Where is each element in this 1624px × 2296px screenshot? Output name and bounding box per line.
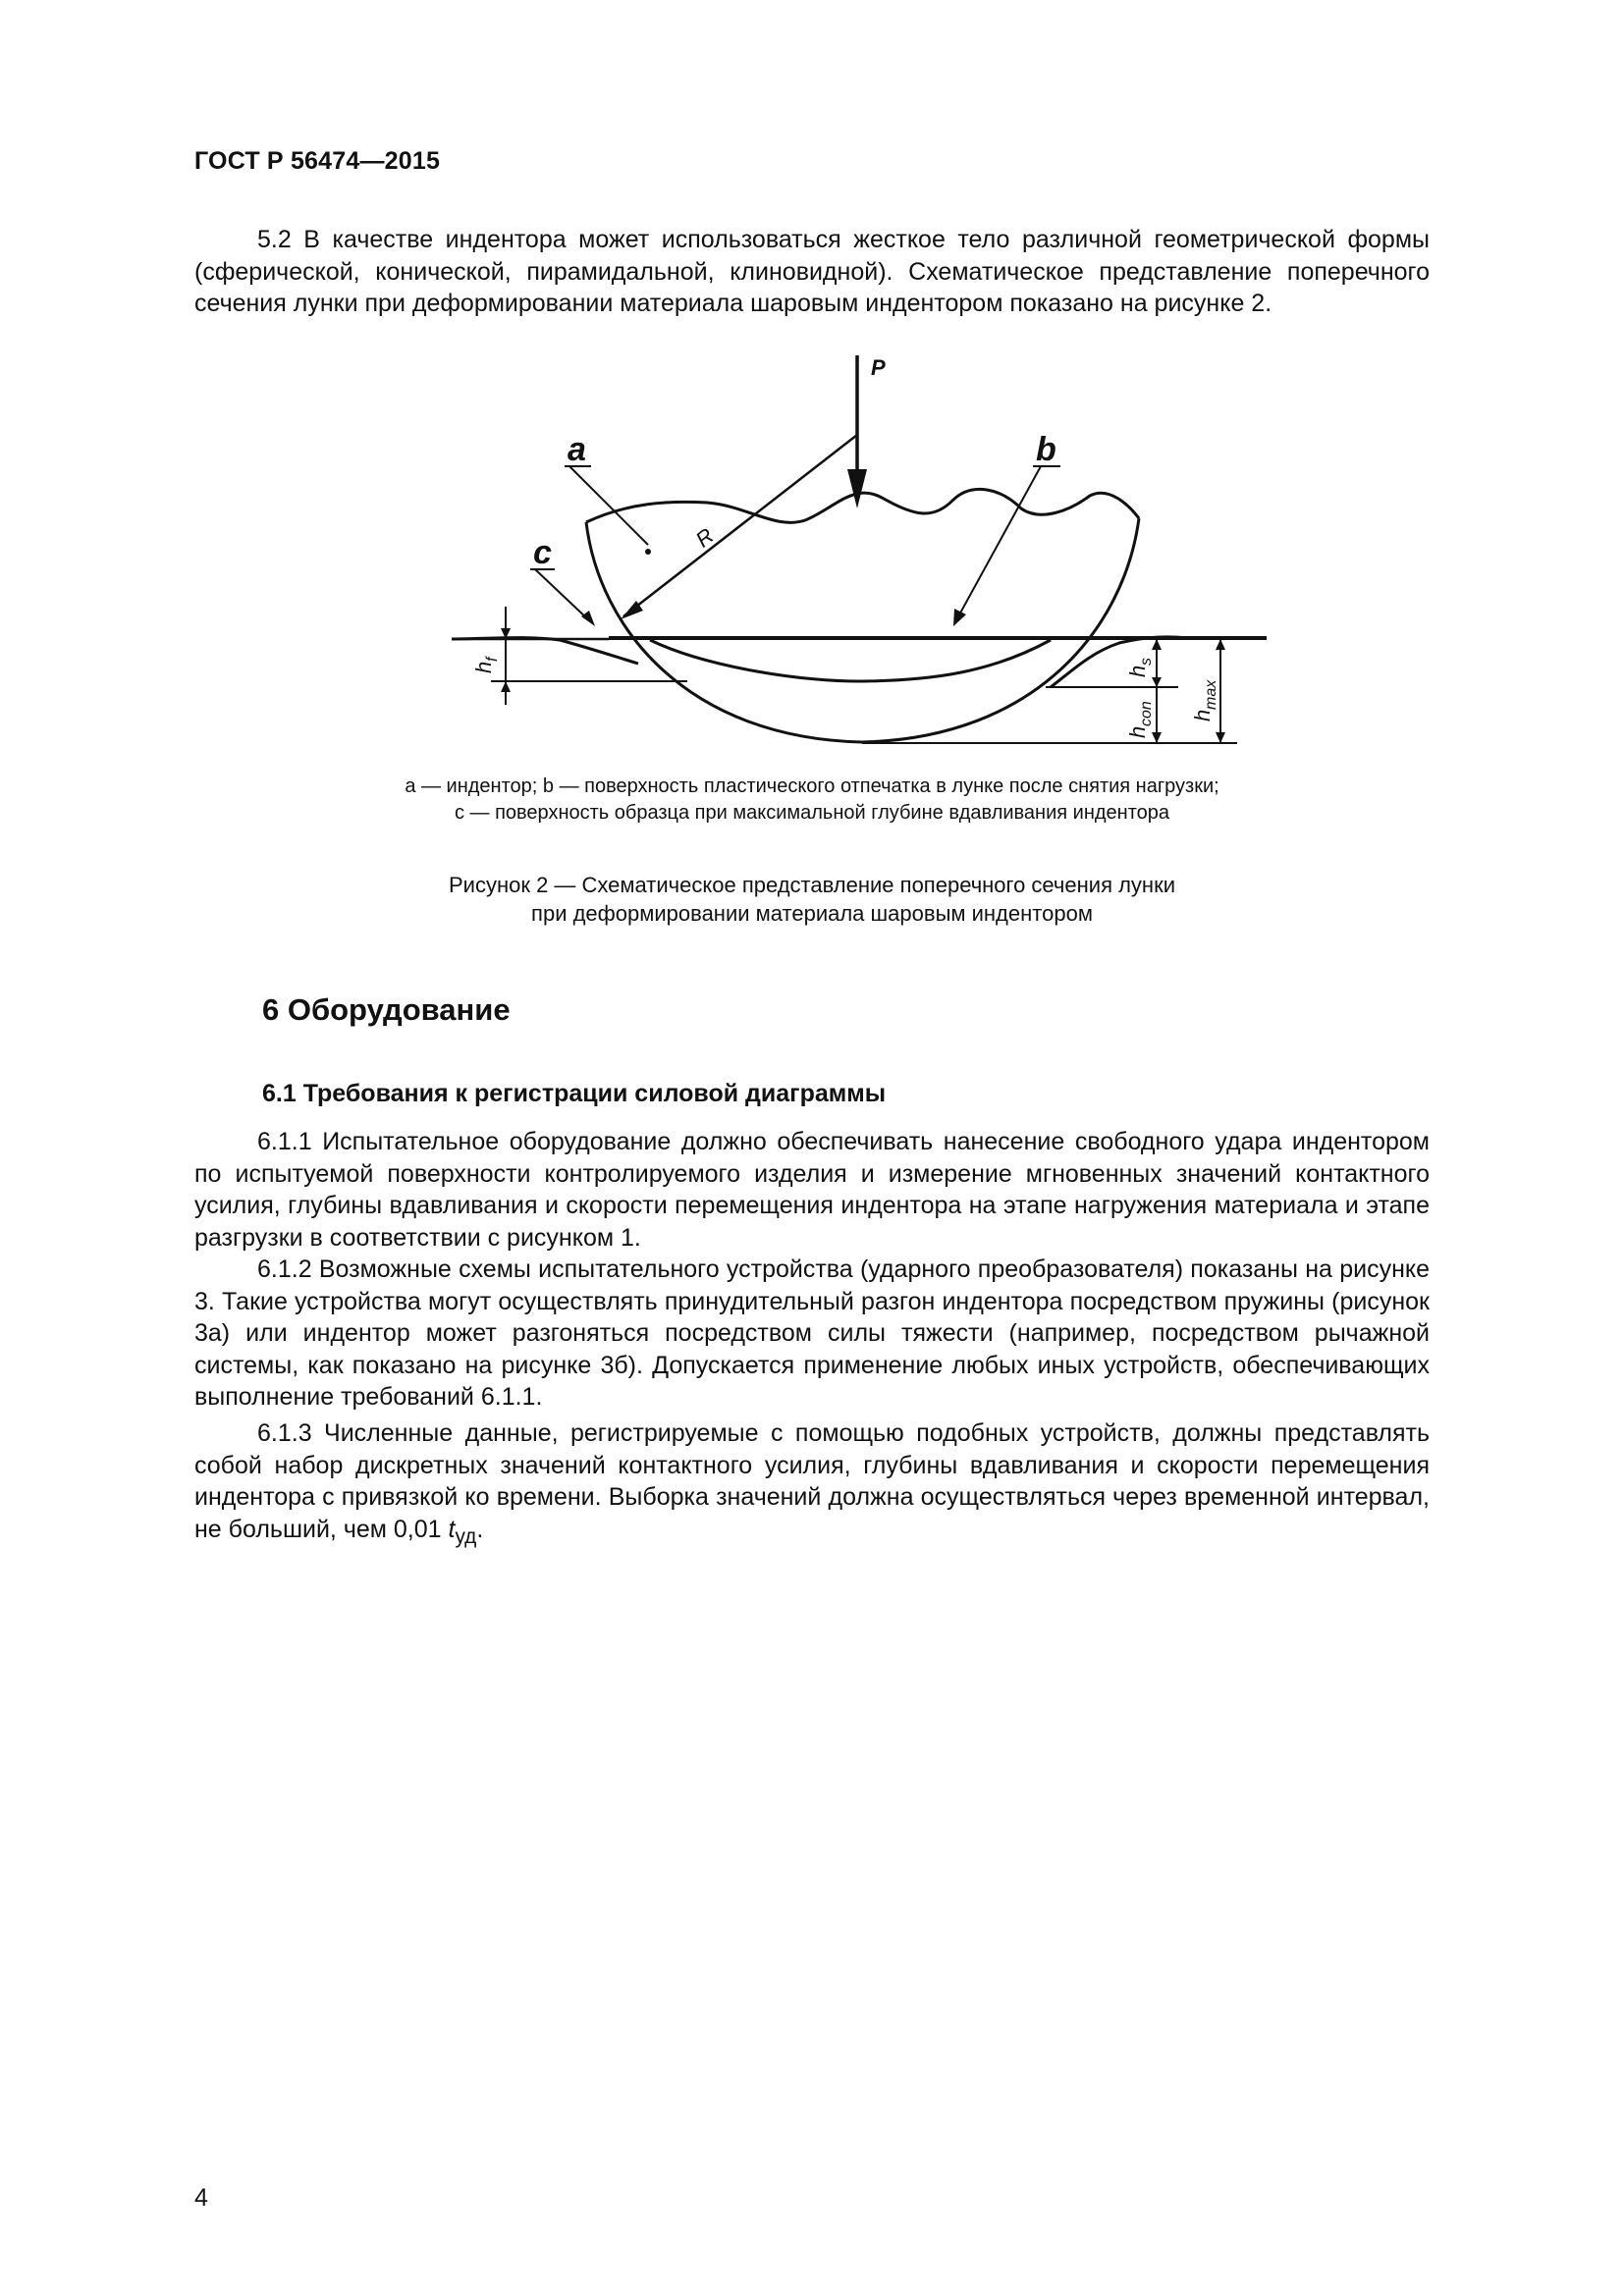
figure-caption-line-2: при деформировании материала шаровым индентором xyxy=(531,901,1093,926)
svg-text:con: con xyxy=(1138,701,1155,726)
page-number: 4 xyxy=(194,2184,208,2212)
load-arrow-head xyxy=(847,469,867,508)
svg-text:max: max xyxy=(1203,679,1219,710)
hf-label xyxy=(471,656,501,673)
indenter-wavy-top xyxy=(586,489,1139,522)
svg-text:h: h xyxy=(1125,725,1150,738)
svg-text:h: h xyxy=(1190,709,1215,721)
surface-c-curve xyxy=(452,638,638,664)
leader-c xyxy=(535,569,589,620)
hs-label xyxy=(1125,658,1155,677)
hs-arrow-top xyxy=(1152,639,1162,650)
section-6-title: 6 Оборудование xyxy=(262,992,511,1027)
label-a: a xyxy=(568,431,586,468)
label-b: b xyxy=(1036,431,1056,468)
surface-c-curve-right xyxy=(1051,637,1188,687)
label-R: R xyxy=(690,522,719,553)
figure-caption-line-1: Рисунок 2 — Схематическое представление поперечного сечения лунки xyxy=(449,873,1175,897)
paragraph-6-1-3-end: . xyxy=(476,1515,484,1543)
indenter-center-dot xyxy=(645,549,651,555)
paragraph-5-2: 5.2 В качестве индентора может использоваться жесткое тело различной геометрической формы (сферической, конической, пирамидальной, клиновидной). Схематическое представление поперечного сечения лунки при деформировании материала шаровым индентором показано на рисунке 2. xyxy=(194,226,1430,317)
label-P: P xyxy=(871,355,886,380)
svg-text:f: f xyxy=(484,657,501,662)
figure-2-indentation-diagram xyxy=(0,334,1624,756)
hf-arrow-bottom xyxy=(501,681,511,692)
hmax-label xyxy=(1190,679,1219,721)
hmax-arrow-bottom xyxy=(1216,732,1225,743)
figure-legend-line-2: c — поверхность образца при максимальной глубине вдавливания индентора xyxy=(454,802,1170,824)
svg-text:s: s xyxy=(1138,658,1155,666)
indenter-sphere xyxy=(586,518,1139,742)
radius-line xyxy=(623,435,857,616)
document-header: ГОСТ Р 56474—2015 xyxy=(194,147,441,175)
leader-c-arrow-head xyxy=(581,611,595,626)
label-c: c xyxy=(533,534,552,571)
imprint-b-curve xyxy=(650,640,1051,681)
paragraph-6-1-2: 6.1.2 Возможные схемы испытательного устройства (ударного преобразователя) показаны на рисунке 3. Такие устройства могут осуществлять принудительный разгон индентора посредством пружины (рисунок 3а) или индентор может разгоняться посредством силы тяжести (например, посредством рычажной системы, как показано на рисунке 3б). Допускается применение любых иных устройств, обеспечивающих выполнение требований 6.1.1. xyxy=(194,1255,1430,1411)
hmax-arrow-top xyxy=(1216,639,1225,650)
paragraph-6-1-3-text: 6.1.3 Численные данные, регистрируемые с помощью подобных устройств, должны представлять собой набор дискретных значений контактного усилия, глубины вдавливания и скорости перемещения индентора с привязкой ко времени. Выборка значений должна осуществляться через временной интервал, не больший, чем 0,01 xyxy=(194,1419,1430,1543)
paragraph-6-1-3 xyxy=(194,1417,1430,1553)
t-symbol: t xyxy=(448,1515,456,1543)
figure-legend-line-1: a — индентор; b — поверхность пластического отпечатка в лунке после снятия нагрузки; xyxy=(405,775,1219,797)
hcon-arrow-bottom xyxy=(1152,732,1162,743)
t-subscript: уд xyxy=(455,1524,477,1548)
hs-arrow-bottom xyxy=(1152,677,1162,687)
svg-text:h: h xyxy=(1125,665,1150,677)
hcon-label xyxy=(1125,701,1155,738)
paragraph-6-1-1: 6.1.1 Испытательное оборудование должно обеспечивать нанесение свободного удара индентором по испытуемой поверхности контролируемого изделия и измерение мгновенных значений контактного усилия, глубины вдавливания и скорости перемещения индентора на этапе нагружения материала и этапе разгрузки в соответствии с рисунком 1. xyxy=(194,1128,1430,1252)
leader-b-arrow-head xyxy=(953,609,966,626)
section-6-1-title: 6.1 Требования к регистрации силовой диаграммы xyxy=(262,1080,887,1107)
svg-text:h: h xyxy=(471,661,496,673)
